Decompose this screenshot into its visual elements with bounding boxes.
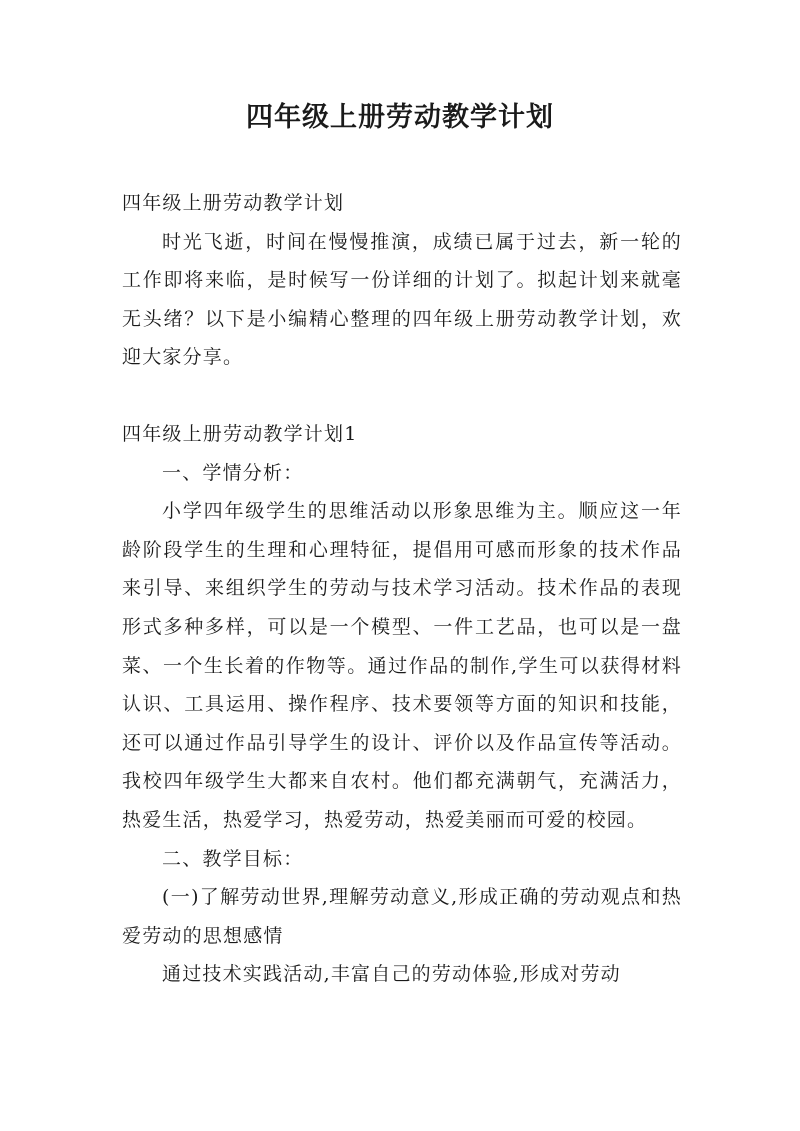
document-body (122, 184, 682, 994)
document-subtitle: 四年级上册劳动教学计划 (122, 192, 345, 214)
intro-paragraph: 时光飞逝，时间在慢慢推演，成绩已属于过去，新一轮的工作即将来临，是时候写一份详细的计划了。拟起计划来就毫无头绪？以下是小编精心整理的四年级上册劳动教学计划，欢迎大家分享。 (122, 230, 682, 369)
goal-1-heading: (一)了解劳动世界,理解劳动意义,形成正确的劳动观点和热爱劳动的思想感情 (122, 886, 682, 947)
goal-1-paragraph: 通过技术实践活动,丰富自己的劳动体验,形成对劳动 (162, 963, 621, 986)
document-title: 四年级上册劳动教学计划 (246, 102, 554, 133)
section-title: 四年级上册劳动教学计划1 (122, 422, 358, 445)
heading-goals: 二、教学目标： (162, 847, 304, 870)
analysis-paragraph: 小学四年级学生的思维活动以形象思维为主。顺应这一年龄阶段学生的生理和心理特征，提倡用可感而形象的技术作品来引导、来组织学生的劳动与技术学习活动。技术作品的表现形式多种多样，可以是一个模型、一件工艺品，也可以是一盘菜、一个生长着的作物等。通过作品的制作,学生可以获得材料认识、工具运用、操作程序、技术要领等方面的知识和技能，还可以通过作品引导学生的设计、评价以及作品宣传等活动。我校四年级学生大都来自农村。他们都充满朝气，充满活力，热爱生活，热爱学习，热爱劳动，热爱美丽而可爱的校园。 (122, 500, 682, 831)
heading-analysis: 一、学情分析： (162, 461, 304, 484)
